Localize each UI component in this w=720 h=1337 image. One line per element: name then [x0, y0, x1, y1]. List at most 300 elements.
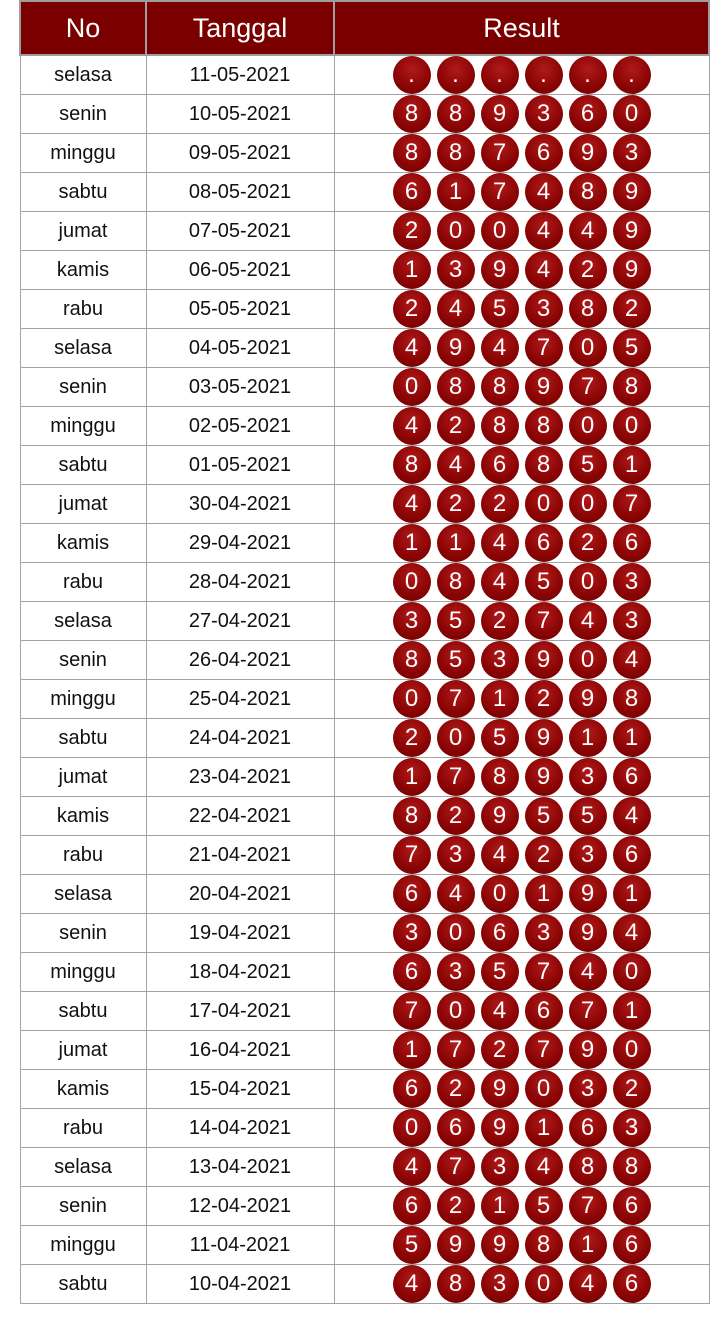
row-date: 05-05-2021 — [146, 290, 334, 329]
result-ball: 4 — [393, 485, 431, 523]
result-ball: 4 — [525, 251, 563, 289]
result-ball: 7 — [393, 836, 431, 874]
row-date: 10-05-2021 — [146, 95, 334, 134]
row-result — [334, 1265, 709, 1304]
result-ball: 6 — [613, 758, 651, 796]
result-ball: 3 — [481, 1148, 519, 1186]
row-day: senin — [20, 95, 146, 134]
row-day: jumat — [20, 212, 146, 251]
result-ball: 8 — [569, 173, 607, 211]
result-ball: 0 — [525, 485, 563, 523]
row-day: rabu — [20, 290, 146, 329]
header-result: Result — [334, 1, 709, 55]
table-row — [20, 251, 709, 290]
row-day: selasa — [20, 55, 146, 95]
result-ball: 7 — [525, 1031, 563, 1069]
row-date: 22-04-2021 — [146, 797, 334, 836]
row-date: 17-04-2021 — [146, 992, 334, 1031]
row-day: selasa — [20, 329, 146, 368]
result-ball: 7 — [393, 992, 431, 1030]
result-ball: 7 — [437, 758, 475, 796]
result-ball: 8 — [569, 290, 607, 328]
row-day: senin — [20, 368, 146, 407]
row-day: kamis — [20, 251, 146, 290]
result-balls — [335, 719, 709, 757]
result-ball: 5 — [569, 446, 607, 484]
result-ball: 9 — [613, 212, 651, 250]
row-result — [334, 563, 709, 602]
row-result — [334, 446, 709, 485]
result-ball: 2 — [481, 485, 519, 523]
result-ball: 3 — [481, 1265, 519, 1303]
result-ball: 4 — [481, 524, 519, 562]
result-ball: 8 — [393, 446, 431, 484]
result-ball: 0 — [613, 953, 651, 991]
result-balls — [335, 485, 709, 523]
result-balls — [335, 1070, 709, 1108]
table-row — [20, 1265, 709, 1304]
table-row — [20, 55, 709, 95]
result-ball: 4 — [393, 1265, 431, 1303]
result-ball: 3 — [613, 563, 651, 601]
result-balls — [335, 446, 709, 484]
result-ball: 8 — [437, 95, 475, 133]
table-row — [20, 1226, 709, 1265]
result-ball: 6 — [569, 1109, 607, 1147]
row-date: 06-05-2021 — [146, 251, 334, 290]
table-row — [20, 953, 709, 992]
table-row — [20, 329, 709, 368]
row-day: jumat — [20, 485, 146, 524]
table-row — [20, 1070, 709, 1109]
row-date: 12-04-2021 — [146, 1187, 334, 1226]
result-ball: 7 — [525, 602, 563, 640]
result-ball: 9 — [569, 875, 607, 913]
result-ball: 9 — [569, 914, 607, 952]
table-row — [20, 212, 709, 251]
result-ball: 0 — [525, 1265, 563, 1303]
result-ball: 9 — [525, 641, 563, 679]
result-ball: 2 — [481, 602, 519, 640]
result-ball: 5 — [437, 641, 475, 679]
result-ball: 3 — [437, 251, 475, 289]
result-ball: 7 — [525, 329, 563, 367]
result-ball: 3 — [613, 134, 651, 172]
table-row — [20, 1187, 709, 1226]
result-ball: 1 — [393, 524, 431, 562]
table-row — [20, 719, 709, 758]
row-result — [334, 407, 709, 446]
row-date: 04-05-2021 — [146, 329, 334, 368]
result-ball: . — [613, 56, 651, 94]
row-date: 11-05-2021 — [146, 55, 334, 95]
result-ball: 2 — [525, 836, 563, 874]
result-ball: 9 — [481, 797, 519, 835]
row-result — [334, 485, 709, 524]
result-ball: 0 — [569, 485, 607, 523]
row-result — [334, 1226, 709, 1265]
row-result — [334, 992, 709, 1031]
row-day: minggu — [20, 407, 146, 446]
result-ball: 4 — [437, 875, 475, 913]
result-balls — [335, 1265, 709, 1303]
result-ball: 9 — [481, 1070, 519, 1108]
result-ball: 1 — [437, 524, 475, 562]
result-ball: 0 — [393, 680, 431, 718]
row-day: rabu — [20, 1109, 146, 1148]
result-ball: 2 — [437, 797, 475, 835]
result-balls — [335, 602, 709, 640]
result-ball: 0 — [393, 368, 431, 406]
result-ball: 8 — [437, 563, 475, 601]
row-result — [334, 134, 709, 173]
result-ball: 0 — [437, 914, 475, 952]
row-date: 16-04-2021 — [146, 1031, 334, 1070]
result-balls — [335, 797, 709, 835]
row-day: kamis — [20, 524, 146, 563]
result-balls — [335, 914, 709, 952]
result-ball: 9 — [525, 719, 563, 757]
row-result — [334, 875, 709, 914]
row-date: 25-04-2021 — [146, 680, 334, 719]
result-ball: 1 — [393, 1031, 431, 1069]
result-ball: 0 — [393, 563, 431, 601]
result-balls — [335, 290, 709, 328]
result-ball: 4 — [569, 212, 607, 250]
result-balls — [335, 563, 709, 601]
result-ball: 4 — [481, 836, 519, 874]
result-ball: 2 — [569, 251, 607, 289]
result-ball: 6 — [393, 953, 431, 991]
result-ball: . — [481, 56, 519, 94]
result-ball: 4 — [481, 329, 519, 367]
row-date: 15-04-2021 — [146, 1070, 334, 1109]
result-ball: 1 — [613, 992, 651, 1030]
result-ball: 6 — [393, 1187, 431, 1225]
result-ball: 6 — [525, 524, 563, 562]
result-ball: 4 — [393, 1148, 431, 1186]
row-day: minggu — [20, 953, 146, 992]
result-ball: 1 — [393, 758, 431, 796]
result-ball: 5 — [525, 1187, 563, 1225]
table-row — [20, 602, 709, 641]
result-ball: 4 — [437, 290, 475, 328]
result-ball: 1 — [569, 719, 607, 757]
result-ball: 2 — [393, 719, 431, 757]
result-ball: 1 — [613, 446, 651, 484]
result-ball: 7 — [481, 173, 519, 211]
row-result — [334, 719, 709, 758]
row-day: selasa — [20, 602, 146, 641]
row-result — [334, 914, 709, 953]
table-row — [20, 836, 709, 875]
result-ball: 4 — [437, 446, 475, 484]
result-balls — [335, 758, 709, 796]
row-date: 01-05-2021 — [146, 446, 334, 485]
row-date: 10-04-2021 — [146, 1265, 334, 1304]
table-row — [20, 134, 709, 173]
result-balls — [335, 212, 709, 250]
result-ball: 2 — [393, 290, 431, 328]
result-ball: 2 — [393, 212, 431, 250]
row-result — [334, 1070, 709, 1109]
result-ball: 8 — [613, 368, 651, 406]
row-day: minggu — [20, 134, 146, 173]
result-balls — [335, 134, 709, 172]
result-ball: 6 — [569, 95, 607, 133]
table-row — [20, 1031, 709, 1070]
result-balls — [335, 524, 709, 562]
result-ball: 9 — [525, 758, 563, 796]
header-date: Tanggal — [146, 1, 334, 55]
row-date: 09-05-2021 — [146, 134, 334, 173]
result-ball: 0 — [613, 1031, 651, 1069]
result-ball: 0 — [437, 212, 475, 250]
row-result — [334, 329, 709, 368]
result-ball: 6 — [613, 524, 651, 562]
row-day: selasa — [20, 875, 146, 914]
result-ball: 9 — [481, 1226, 519, 1264]
result-ball: 8 — [481, 368, 519, 406]
result-ball: 9 — [569, 134, 607, 172]
result-balls — [335, 368, 709, 406]
result-ball: . — [525, 56, 563, 94]
result-ball: 1 — [525, 1109, 563, 1147]
result-ball: 2 — [437, 485, 475, 523]
row-day: rabu — [20, 563, 146, 602]
result-ball: 3 — [569, 1070, 607, 1108]
table-row — [20, 290, 709, 329]
result-ball: 3 — [393, 602, 431, 640]
row-day: selasa — [20, 1148, 146, 1187]
result-ball: 0 — [569, 641, 607, 679]
row-day: senin — [20, 641, 146, 680]
row-date: 27-04-2021 — [146, 602, 334, 641]
result-ball: 4 — [525, 212, 563, 250]
row-date: 07-05-2021 — [146, 212, 334, 251]
row-date: 28-04-2021 — [146, 563, 334, 602]
result-ball: 7 — [525, 953, 563, 991]
row-result — [334, 602, 709, 641]
result-ball: 7 — [437, 680, 475, 718]
result-ball: 9 — [481, 1109, 519, 1147]
result-ball: 3 — [525, 290, 563, 328]
result-ball: 3 — [393, 914, 431, 952]
result-ball: 1 — [613, 875, 651, 913]
table-row — [20, 173, 709, 212]
result-ball: 1 — [437, 173, 475, 211]
result-ball: 8 — [481, 407, 519, 445]
result-ball: 3 — [613, 602, 651, 640]
result-ball: . — [569, 56, 607, 94]
result-ball: 2 — [613, 1070, 651, 1108]
row-result — [334, 953, 709, 992]
result-balls — [335, 251, 709, 289]
result-ball: 6 — [613, 1226, 651, 1264]
row-day: minggu — [20, 1226, 146, 1265]
table-row — [20, 875, 709, 914]
row-date: 18-04-2021 — [146, 953, 334, 992]
row-date: 02-05-2021 — [146, 407, 334, 446]
table-row — [20, 914, 709, 953]
row-result — [334, 1109, 709, 1148]
result-ball: 6 — [613, 836, 651, 874]
result-ball: 8 — [393, 134, 431, 172]
result-ball: 3 — [613, 1109, 651, 1147]
result-ball: 0 — [393, 1109, 431, 1147]
result-ball: . — [437, 56, 475, 94]
table-row — [20, 1148, 709, 1187]
result-ball: 5 — [569, 797, 607, 835]
result-ball: 5 — [481, 719, 519, 757]
row-date: 03-05-2021 — [146, 368, 334, 407]
result-ball: 2 — [569, 524, 607, 562]
result-ball: 2 — [525, 680, 563, 718]
row-day: sabtu — [20, 992, 146, 1031]
result-ball: 2 — [437, 1070, 475, 1108]
result-ball: 5 — [525, 563, 563, 601]
row-result — [334, 1148, 709, 1187]
row-date: 26-04-2021 — [146, 641, 334, 680]
result-ball: 4 — [613, 641, 651, 679]
result-ball: 0 — [613, 95, 651, 133]
table-row — [20, 368, 709, 407]
table-row — [20, 641, 709, 680]
result-ball: 7 — [437, 1031, 475, 1069]
result-ball: 3 — [437, 836, 475, 874]
result-ball: 8 — [437, 368, 475, 406]
result-ball: 5 — [481, 953, 519, 991]
result-ball: 8 — [613, 680, 651, 718]
row-result — [334, 212, 709, 251]
row-date: 20-04-2021 — [146, 875, 334, 914]
result-ball: 1 — [569, 1226, 607, 1264]
result-ball: 6 — [525, 992, 563, 1030]
result-ball: 0 — [569, 563, 607, 601]
result-balls — [335, 1109, 709, 1147]
result-ball: 6 — [613, 1187, 651, 1225]
result-ball: 9 — [437, 1226, 475, 1264]
result-ball: . — [393, 56, 431, 94]
result-balls — [335, 992, 709, 1030]
result-ball: 2 — [613, 290, 651, 328]
table-row — [20, 563, 709, 602]
result-ball: 3 — [525, 95, 563, 133]
result-ball: 8 — [525, 407, 563, 445]
table-row — [20, 524, 709, 563]
result-balls — [335, 875, 709, 913]
result-ball: 6 — [393, 1070, 431, 1108]
table-row — [20, 992, 709, 1031]
row-date: 19-04-2021 — [146, 914, 334, 953]
result-ball: 7 — [613, 485, 651, 523]
result-ball: 3 — [437, 953, 475, 991]
result-ball: 0 — [437, 992, 475, 1030]
result-ball: 4 — [613, 914, 651, 952]
result-ball: 6 — [393, 173, 431, 211]
header-no: No — [20, 1, 146, 55]
result-ball: 0 — [525, 1070, 563, 1108]
result-ball: 2 — [437, 407, 475, 445]
table-row — [20, 758, 709, 797]
row-day: kamis — [20, 1070, 146, 1109]
result-ball: 6 — [613, 1265, 651, 1303]
table-body — [20, 55, 709, 1304]
result-ball: 9 — [481, 95, 519, 133]
row-day: kamis — [20, 797, 146, 836]
result-ball: 4 — [393, 407, 431, 445]
row-day: jumat — [20, 758, 146, 797]
row-day: senin — [20, 914, 146, 953]
row-result — [334, 836, 709, 875]
result-ball: 8 — [613, 1148, 651, 1186]
result-ball: 2 — [481, 1031, 519, 1069]
row-result — [334, 95, 709, 134]
result-ball: 0 — [481, 875, 519, 913]
row-date: 23-04-2021 — [146, 758, 334, 797]
result-ball: 6 — [481, 446, 519, 484]
result-ball: 8 — [437, 1265, 475, 1303]
row-day: senin — [20, 1187, 146, 1226]
row-result — [334, 1187, 709, 1226]
result-balls — [335, 953, 709, 991]
result-ball: 8 — [437, 134, 475, 172]
result-ball: 4 — [569, 1265, 607, 1303]
result-ball: 9 — [569, 680, 607, 718]
result-ball: 0 — [569, 329, 607, 367]
result-ball: 4 — [481, 992, 519, 1030]
result-balls — [335, 95, 709, 133]
result-ball: 4 — [569, 602, 607, 640]
row-date: 21-04-2021 — [146, 836, 334, 875]
result-ball: 3 — [569, 836, 607, 874]
result-ball: 0 — [437, 719, 475, 757]
result-balls — [335, 329, 709, 367]
result-ball: 8 — [393, 797, 431, 835]
table-header-row — [20, 1, 709, 55]
result-ball: 9 — [481, 251, 519, 289]
row-date: 13-04-2021 — [146, 1148, 334, 1187]
result-ball: 5 — [525, 797, 563, 835]
result-balls — [335, 680, 709, 718]
result-ball: 6 — [481, 914, 519, 952]
result-ball: 9 — [525, 368, 563, 406]
result-ball: 6 — [525, 134, 563, 172]
result-ball: 4 — [525, 1148, 563, 1186]
table-row — [20, 797, 709, 836]
result-ball: 7 — [569, 992, 607, 1030]
result-ball: 7 — [437, 1148, 475, 1186]
row-date: 24-04-2021 — [146, 719, 334, 758]
row-result — [334, 797, 709, 836]
result-ball: 0 — [613, 407, 651, 445]
results-table-container — [19, 0, 702, 1304]
result-ball: 1 — [613, 719, 651, 757]
result-ball: 8 — [569, 1148, 607, 1186]
result-ball: 8 — [525, 446, 563, 484]
row-day: rabu — [20, 836, 146, 875]
table-row — [20, 407, 709, 446]
result-ball: 8 — [525, 1226, 563, 1264]
result-ball: 1 — [393, 251, 431, 289]
result-ball: 7 — [569, 368, 607, 406]
table-row — [20, 1109, 709, 1148]
row-day: jumat — [20, 1031, 146, 1070]
row-date: 30-04-2021 — [146, 485, 334, 524]
row-result — [334, 290, 709, 329]
result-ball: 8 — [393, 641, 431, 679]
row-result — [334, 251, 709, 290]
